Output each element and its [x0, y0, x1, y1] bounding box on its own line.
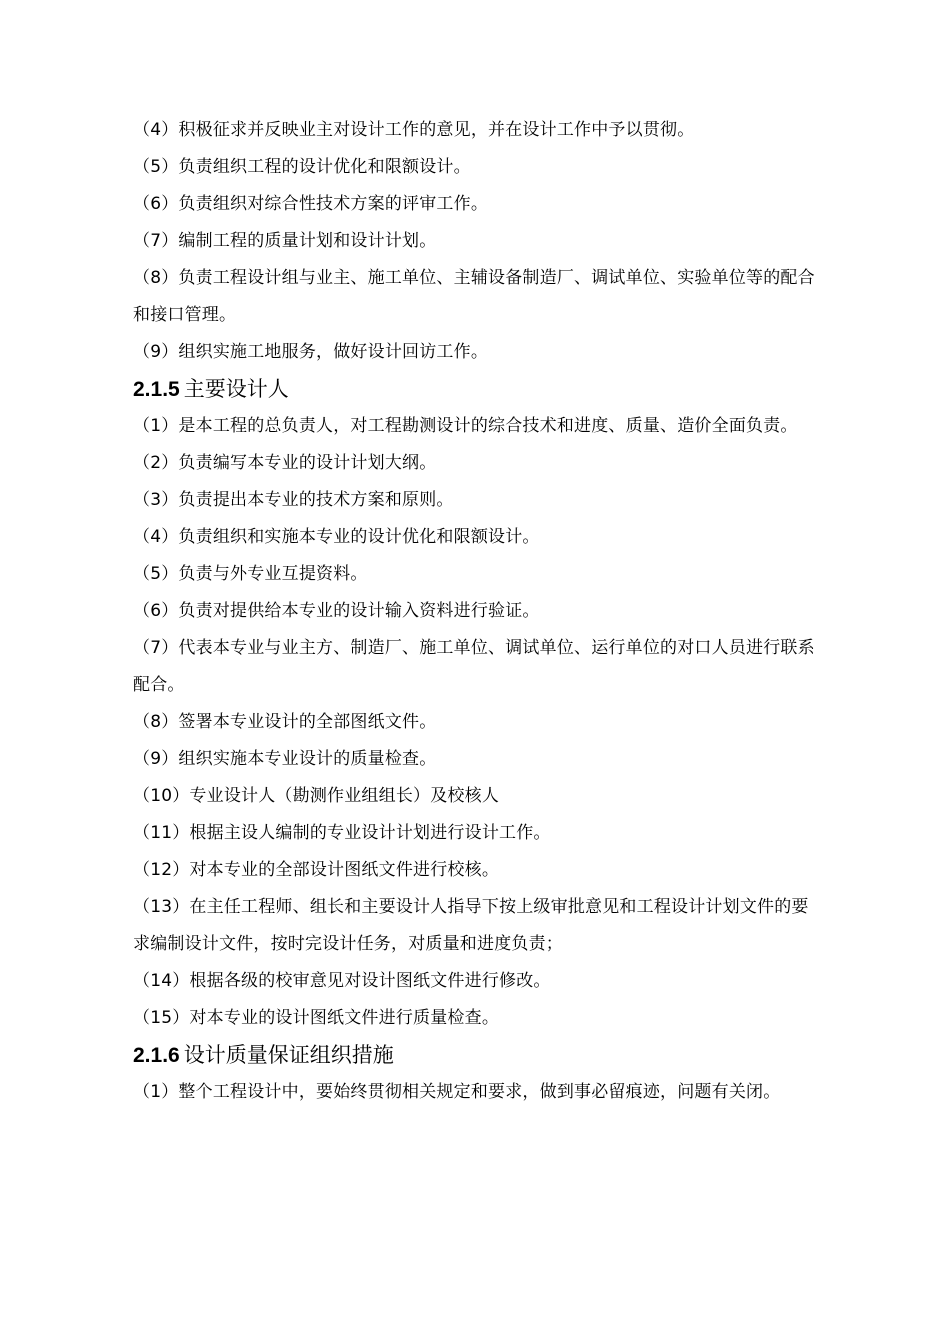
list-item: （5）负责与外专业互提资料。: [133, 564, 368, 584]
list-item: （7）代表本专业与业主方、制造厂、施工单位、调试单位、运行单位的对口人员进行联系配合。: [133, 638, 815, 695]
list-item: （8）负责工程设计组与业主、施工单位、主辅设备制造厂、调试单位、实验单位等的配合和接口管理。: [133, 268, 815, 325]
list-item: （6）负责对提供给本专业的设计输入资料进行验证。: [133, 601, 540, 621]
list-item: （4）负责组织和实施本专业的设计优化和限额设计。: [133, 527, 540, 547]
list-item: （14）根据各级的校审意见对设计图纸文件进行修改。: [133, 971, 551, 991]
list-item: （10）专业设计人（勘测作业组组长）及校核人: [133, 786, 500, 806]
list-item: （1）整个工程设计中，要始终贯彻相关规定和要求，做到事必留痕迹，问题有关闭。: [133, 1082, 781, 1102]
list-item: （3）负责提出本专业的技术方案和原则。: [133, 490, 454, 510]
list-item: （2）负责编写本专业的设计计划大纲。: [133, 453, 437, 473]
list-item: （11）根据主设人编制的专业设计计划进行设计工作。: [133, 823, 551, 843]
document-body: [133, 112, 823, 1111]
section-title: 设计质量保证组织措施: [183, 1043, 394, 1067]
list-item: （9）组织实施工地服务，做好设计回访工作。: [133, 342, 489, 362]
list-item: （7）编制工程的质量计划和设计计划。: [133, 231, 437, 251]
section-number: 2.1.5: [133, 378, 180, 401]
list-item: （1）是本工程的总负责人，对工程勘测设计的综合技术和进度、质量、造价全面负责。: [133, 416, 798, 436]
list-item: （4）积极征求并反映业主对设计工作的意见，并在设计工作中予以贯彻。: [133, 120, 695, 140]
list-item: （13）在主任工程师、组长和主要设计人指导下按上级审批意见和工程设计计划文件的要求编制设计文件，按时完设计任务，对质量和进度负责；: [133, 897, 809, 954]
list-item: （12）对本专业的全部设计图纸文件进行校核。: [133, 860, 500, 880]
list-item: （8）签署本专业设计的全部图纸文件。: [133, 712, 437, 732]
section-heading-2-1-6: [133, 1044, 823, 1067]
list-item: （6）负责组织对综合性技术方案的评审工作。: [133, 194, 489, 214]
list-item: （5）负责组织工程的设计优化和限额设计。: [133, 157, 471, 177]
section-title: 主要设计人: [183, 377, 289, 401]
list-item: （15）对本专业的设计图纸文件进行质量检查。: [133, 1008, 500, 1028]
list-item: （9）组织实施本专业设计的质量检查。: [133, 749, 437, 769]
section-number: 2.1.6: [133, 1044, 180, 1067]
section-heading-2-1-5: [133, 378, 823, 401]
